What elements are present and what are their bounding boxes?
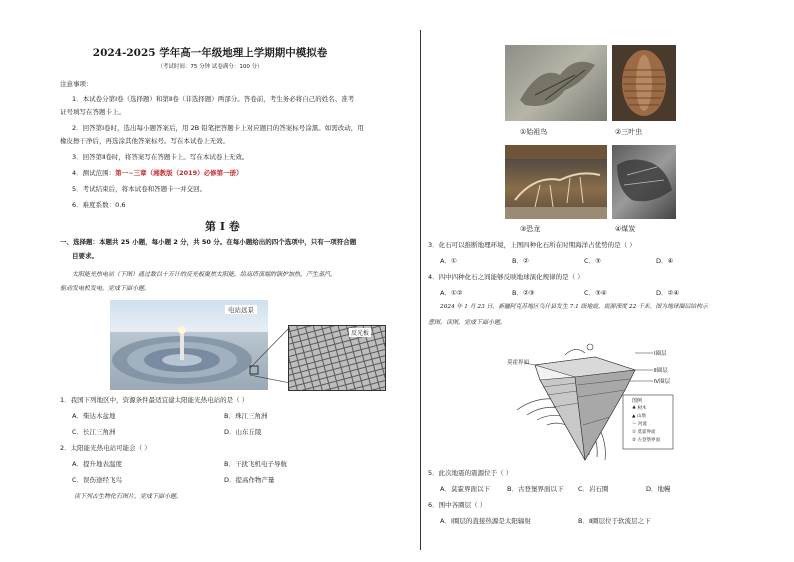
legend-item-moho-label: 莫霍界面 [637,430,656,435]
fossil-label-2: ②三叶虫 [615,128,643,136]
solar-station-photo [110,300,268,390]
section-intro-1: 一、选择题：本题共 25 小题，每小题 2 分，共 50 分。在每小题给出的四个选项中，只有一项符合题 [60,238,357,246]
fossil-photo-coal [612,145,676,219]
test-scope: 第一~三章（湘教版（2019）必修第一册） [115,169,243,177]
label-layer-1: Ⅰ圈层 [654,351,667,357]
q3-option-a[interactable]: A．① [440,257,457,265]
notice-item-1: 1．本试卷分第Ⅰ卷（选择题）和第Ⅱ卷（非选择题）两部分。答卷前，考生务必将自己的姓名、准考 [72,95,355,103]
section-heading: 第 Ⅰ 卷 [205,220,240,233]
notice-item-1b: 证号填写在答题卡上。 [60,108,125,116]
notice-heading: 注意事项： [60,80,93,88]
legend-item-river: ～ 河流 [632,422,647,427]
label-station-view: 电站远景 [225,305,257,314]
notice-item-5: 5．考试结束后，将本试卷和答题卡一并交回。 [72,185,207,193]
q4-option-b[interactable]: B．②③ [512,289,535,297]
notice-item-3: 3．回答第Ⅱ卷时，将答案写在答题卡上。写在本试卷上无效。 [72,153,249,161]
column-divider [420,30,421,550]
q4-option-a[interactable]: A．①② [440,289,463,297]
label-layer-2: Ⅱ圈层 [654,368,668,374]
q4-option-c[interactable]: C．③④ [584,289,607,297]
q2-option-c[interactable]: C．误伤途经飞鸟 [72,476,123,484]
coal-drawing [612,145,676,219]
q3-option-d[interactable]: D．④ [656,257,674,265]
q4-stem: 4．四中四种化石之间能够反映地球演化规律的是（ ） [428,273,584,281]
q6-option-a[interactable]: A．Ⅰ圈层的直接热源是太阳辐射 [440,517,531,525]
q1-option-a[interactable]: A．柴达木盆地 [72,412,116,420]
legend-item-mountain-label: 山地 [636,414,646,419]
q5-option-c[interactable]: C．岩石圈 [578,485,609,493]
notice-item-2b: 橡皮擦干净后，再选涂其他答案标号。写在本试卷上无效。 [60,137,229,145]
page-subtitle: （考试时间：75 分钟 试卷满分：100 分） [157,64,263,70]
legend-item-tree-label: 树木 [637,406,647,411]
fossil-label-3: ③恐龙 [520,225,541,233]
q1-option-b[interactable]: B．珠江三角洲 [224,412,268,420]
q3-option-b[interactable]: B．② [512,257,529,265]
q5-option-a[interactable]: A．莫霍界面以下 [440,485,490,493]
legend-item-moho: ① 莫霍界面 [632,430,656,435]
q2-option-d[interactable]: D．提高作物产量 [224,476,275,484]
legend-title: 图例 [632,398,643,404]
q5-stem: 5．此次地震的震源位于（ ） [428,469,513,477]
notice-item-2: 2．回答第Ⅰ卷时，选出每小题答案后，用 2B 铅笔把答题卡上对应题目的答案标号涂黑。如需改动，用 [72,124,364,132]
passage-quake-1: 2024 年 1 月 23 日，新疆阿克苏地区乌什县发生 7.1 级地震，震源深度 22 千米。图为地球圈层结构示 [440,304,708,310]
notice-item-4 [72,169,243,178]
q2-option-a[interactable]: A．提升地表温度 [72,460,122,468]
notice-item-4-label: 4．测试范围： [72,169,116,177]
q4-option-d[interactable]: D．②④ [656,289,680,297]
passage-solar-1: 太阳能光热电站（下图）通过数以十万计的反光板聚焦太阳能，给高塔顶端的锅炉加热，产生蒸汽， [72,271,337,278]
legend-item-tree: ♣ 树木 [632,406,647,411]
q1-option-d[interactable]: D．山东丘陵 [224,428,262,436]
q6-option-b[interactable]: B．Ⅱ圈层位于软流层之下 [578,517,651,525]
reflector-panel-photo [288,325,386,391]
q3-stem: 3．化石可以推断地理环境，上图四种化石所在时期海洋占优势的是（ ） [428,241,636,249]
page-title: 2024-2025 学年高一年级地理上学期期中模拟卷 [92,47,328,59]
passage-fossil: 读下列古生物化石图片，完成下面小题。 [74,493,183,500]
legend-item-gutenberg: ② 古登堡界面 [632,438,660,443]
q3-option-c[interactable]: C．③ [584,257,601,265]
fossil-label-1: ①始祖鸟 [520,128,548,136]
label-reflector: 反光板 [351,330,370,337]
trilobite-drawing [612,45,676,121]
label-moho: 莫霍界面 [507,360,530,366]
passage-solar-2: 驱动发电机发电。完成下面小题。 [60,285,151,292]
archaeopteryx-drawing [505,45,607,121]
fossil-photo-archaeopteryx [505,45,607,121]
label-layer-4: Ⅳ圈层 [654,379,671,385]
q5-option-d[interactable]: D．地幔 [646,485,671,493]
q1-option-c[interactable]: C．长江三角洲 [72,428,116,436]
legend-item-mountain: ▲ 山地 [632,414,646,419]
q1-stem: 1．我国下列地区中，资源条件最适宜建太阳能光热电站的是（ ） [60,396,249,404]
notice-item-6: 6．难度系数：0.6 [72,201,126,209]
q2-option-b[interactable]: B．干扰飞机电子导航 [224,460,287,468]
section-intro-2: 目要求。 [72,252,98,260]
fossil-photo-dinosaur [505,145,607,219]
q6-stem: 6．图中各圈层（ ） [428,501,487,509]
passage-quake-2: 意图。读图，完成下面小题。 [428,319,507,326]
legend-item-river-label: 河流 [637,422,647,427]
legend-item-gutenberg-label: 古登堡界面 [637,438,660,443]
dinosaur-drawing [505,145,607,219]
q5-option-b[interactable]: B．古登堡界面以下 [507,485,564,493]
fossil-photo-trilobite [612,45,676,121]
q2-stem: 2．太阳能光热电站可能会（ ） [60,444,151,452]
fossil-label-4: ④煤炭 [615,225,636,233]
